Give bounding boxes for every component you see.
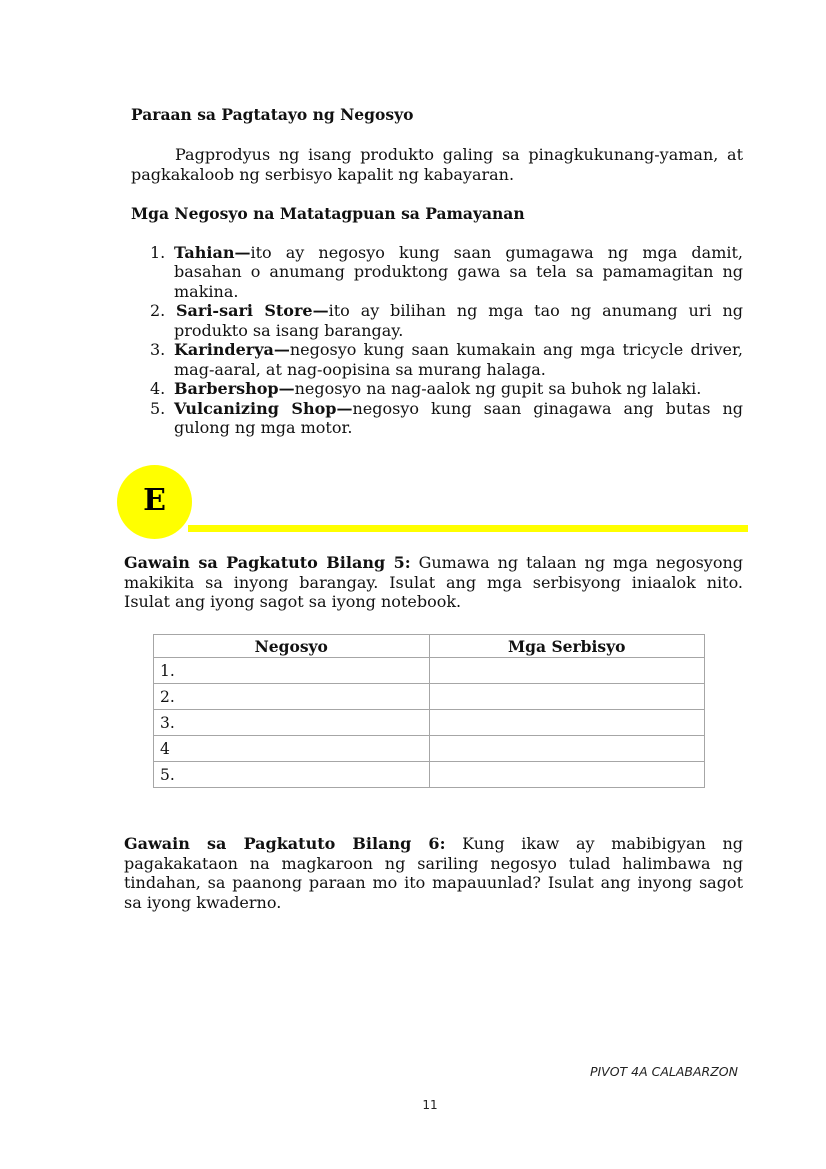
table-cell[interactable] (429, 762, 705, 788)
list-line: basahan o anumang produktong gawa sa tela sa pamamagitan ng (174, 262, 743, 281)
list-term: Barbershop— (174, 379, 295, 398)
table-cell[interactable]: 4 (154, 736, 430, 762)
table-header-row (154, 635, 705, 658)
activity-line: makikita sa inyong barangay. Isulat ang mga serbisyong iniaalok nito. (124, 573, 743, 592)
list-line (174, 340, 743, 360)
column-header-negosyo: Negosyo (154, 635, 430, 658)
section-heading-negosyo: Mga Negosyo na Matatagpuan sa Pamayanan (131, 204, 525, 223)
table-cell[interactable] (429, 658, 705, 684)
list-text: ito ay negosyo kung saan gumagawa ng mga damit, (250, 243, 743, 262)
section-letter: E (143, 483, 166, 518)
activity-line: sa iyong kwaderno. (124, 893, 282, 912)
table-row (154, 658, 705, 684)
list-number: 1. (150, 243, 166, 262)
paragraph-line-2: pagkakaloob ng serbisyo kapalit ng kabayaran. (131, 165, 515, 184)
list-term: Sari-sari Store— (176, 301, 329, 320)
section-badge (117, 465, 192, 539)
activity-line: Isulat ang iyong sagot sa iyong notebook. (124, 592, 462, 611)
activity-label: Gawain sa Pagkatuto Bilang 5: (124, 553, 411, 572)
list-line (176, 301, 743, 321)
list-number: 4. (150, 379, 166, 398)
list-line: mag-aaral, at nag-oopisina sa murang halaga. (174, 360, 546, 379)
list-text: negosyo na nag-aalok ng gupit sa buhok ng lalaki. (294, 379, 702, 398)
activity-line: pagakakataon na magkaroon ng sariling negosyo tulad halimbawa ng (124, 854, 743, 873)
list-line: makina. (174, 282, 239, 301)
table-cell[interactable] (429, 710, 705, 736)
footer-label: PIVOT 4A CALABARZON (589, 1064, 738, 1079)
column-header-serbisyo: Mga Serbisyo (429, 635, 705, 658)
activity-line: tindahan, sa paanong paraan mo ito mapauunlad? Isulat ang inyong sagot (124, 873, 743, 892)
activity-text: Kung ikaw ay mabibigyan ng (445, 834, 744, 853)
paragraph-line-1: Pagprodyus ng isang produkto galing sa pinagkukunang-yaman, at (175, 145, 743, 164)
list-line: gulong ng mga motor. (174, 418, 353, 437)
list-term: Tahian— (174, 243, 251, 262)
section-heading-paraan: Paraan sa Pagtatayo ng Negosyo (131, 105, 414, 124)
list-term: Vulcanizing Shop— (174, 399, 353, 418)
table-row (154, 710, 705, 736)
list-line (174, 379, 701, 399)
list-text: negosyo kung saan kumakain ang mga tricycle driver, (289, 340, 743, 359)
list-number: 3. (150, 340, 166, 359)
table-cell[interactable] (429, 684, 705, 710)
list-text: ito ay bilihan ng mga tao ng anumang uri ng (328, 301, 744, 320)
table-cell[interactable] (429, 736, 705, 762)
table-row (154, 736, 705, 762)
activity-label: Gawain sa Pagkatuto Bilang 6: (124, 834, 446, 853)
activity-line (124, 834, 743, 854)
page-number: 11 (422, 1098, 438, 1112)
answer-table (153, 634, 705, 788)
activity-text: Gumawa ng talaan ng mga negosyong (410, 553, 744, 572)
table-cell[interactable]: 3. (154, 710, 430, 736)
list-number: 5. (150, 399, 166, 418)
list-line (174, 243, 743, 263)
list-text: negosyo kung saan ginagawa ang butas ng (352, 399, 743, 418)
table-cell[interactable]: 2. (154, 684, 430, 710)
table-row (154, 684, 705, 710)
activity-line (124, 553, 743, 573)
list-line: produkto sa isang barangay. (174, 321, 404, 340)
list-term: Karinderya— (174, 340, 290, 359)
table-cell[interactable]: 1. (154, 658, 430, 684)
table-row (154, 762, 705, 788)
list-number: 2. (150, 301, 166, 320)
list-line (174, 399, 743, 419)
table-cell[interactable]: 5. (154, 762, 430, 788)
section-divider-bar (188, 525, 748, 532)
